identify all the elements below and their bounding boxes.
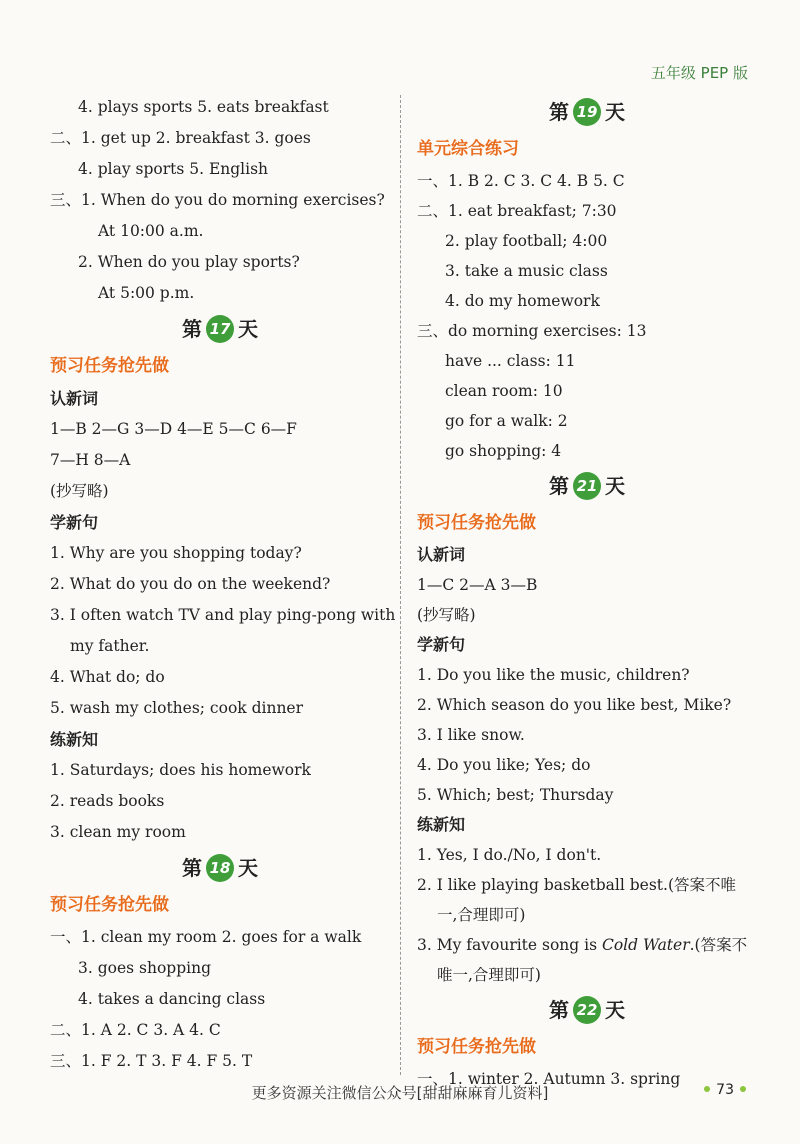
answer-line: 3. I often watch TV and play ping-pong with [50,606,396,624]
answer-line: 4. What do; do [50,668,165,686]
day-number-badge: 22 [573,996,601,1024]
answer-line: my father. [70,637,150,655]
subsection-title: 认新词 [50,389,99,408]
day-suffix: 天 [238,856,258,880]
answer-text: 3. My favourite song is [417,936,602,954]
answer-line: 4. takes a dancing class [78,990,266,1008]
answer-line: 1—B 2—G 3—D 4—E 5—C 6—F [50,420,297,438]
dot-icon [704,1086,710,1092]
answer-line: 二、1. A 2. C 3. A 4. C [50,1021,221,1039]
answer-line: At 5:00 p.m. [98,284,195,302]
day-number-badge: 17 [206,315,234,343]
day-number-badge: 21 [573,472,601,500]
answer-line: At 10:00 a.m. [98,222,204,240]
answer-line: 二、1. eat breakfast; 7:30 [417,202,617,220]
day-suffix: 天 [605,474,625,498]
day-prefix: 第 [182,317,202,341]
answer-line: 二、1. get up 2. breakfast 3. goes [50,129,311,147]
day-21-heading [417,466,757,506]
answer-line: 一、1. clean my room 2. goes for a walk [50,928,362,946]
grade-edition-label: 五年级 PEP 版 [650,64,748,82]
answer-line: 5. Which; best; Thursday [417,786,614,804]
section-title: 预习任务抢先做 [417,513,536,533]
answer-line: 4. play sports 5. English [78,160,269,178]
answer-line: 3. clean my room [50,823,186,841]
answer-line: 1—C 2—A 3—B [417,576,538,594]
right-column [417,92,757,1094]
day-suffix: 天 [605,998,625,1022]
answer-line: 3. goes shopping [78,959,211,977]
answer-line: 三、1. F 2. T 3. F 4. F 5. T [50,1052,253,1070]
subsection-title: 学新句 [417,635,466,654]
answer-line: 2. I like playing basketball best.(答案不唯 [417,876,737,894]
answer-line: 一,合理即可) [437,906,526,924]
subsection-title: 认新词 [417,545,466,564]
section-title: 单元综合练习 [417,139,519,159]
subsection-title: 练新知 [50,730,99,749]
dot-icon [740,1086,746,1092]
answer-line: 7—H 8—A [50,451,131,469]
answer-line: 一、1. winter 2. Autumn 3. spring [417,1070,681,1088]
day-prefix: 第 [549,100,569,124]
day-number-badge: 18 [206,854,234,882]
answer-line: go shopping: 4 [445,442,562,460]
answer-line: 2. When do you play sports? [78,253,300,271]
subsection-title: 学新句 [50,513,99,532]
answer-line: 1. Do you like the music, children? [417,666,690,684]
answer-line: 5. wash my clothes; cook dinner [50,699,304,717]
section-title: 预习任务抢先做 [50,356,169,376]
answer-line: 1. Why are you shopping today? [50,544,302,562]
day-22-heading [417,990,757,1030]
day-number-badge: 19 [573,98,601,126]
answer-line: 2. What do you do on the weekend? [50,575,331,593]
answer-line: 4. do my homework [445,292,600,310]
column-divider [400,95,401,1075]
answer-line [417,930,757,960]
page-number [698,1082,752,1098]
answer-line: 1. Saturdays; does his homework [50,761,311,779]
answer-line: 三、1. When do you do morning exercises? [50,191,385,209]
day-suffix: 天 [238,317,258,341]
left-column [50,92,396,1077]
answer-text: .(答案不 [689,936,748,954]
answer-line: 4. plays sports 5. eats breakfast [78,98,329,116]
answer-line: 3. take a music class [445,262,608,280]
answer-line: (抄写略) [50,482,109,500]
day-prefix: 第 [549,998,569,1022]
answer-line: go for a walk: 2 [445,412,568,430]
day-prefix: 第 [182,856,202,880]
page-number-text: 73 [716,1082,734,1098]
answer-line: 三、do morning exercises: 13 [417,322,647,340]
day-17-heading [50,309,390,349]
answer-line: (抄写略) [417,606,476,624]
footer-notice: 更多资源关注微信公众号[甜甜麻麻育儿资料] [251,1084,549,1102]
section-title: 预习任务抢先做 [50,895,169,915]
answer-line: 4. Do you like; Yes; do [417,756,591,774]
answer-line: 2. reads books [50,792,165,810]
subsection-title: 练新知 [417,815,466,834]
day-18-heading [50,848,390,888]
answer-line: clean room: 10 [445,382,563,400]
day-suffix: 天 [605,100,625,124]
answer-line: 2. play football; 4:00 [445,232,608,250]
answer-line: have ... class: 11 [445,352,576,370]
day-prefix: 第 [549,474,569,498]
answer-line: 2. Which season do you like best, Mike? [417,696,732,714]
section-title: 预习任务抢先做 [417,1037,536,1057]
answer-line: 一、1. B 2. C 3. C 4. B 5. C [417,172,625,190]
answer-line: 唯一,合理即可) [437,966,541,984]
day-19-heading [417,92,757,132]
song-title: Cold Water [601,936,690,954]
answer-line: 1. Yes, I do./No, I don't. [417,846,602,864]
answer-line: 3. I like snow. [417,726,525,744]
